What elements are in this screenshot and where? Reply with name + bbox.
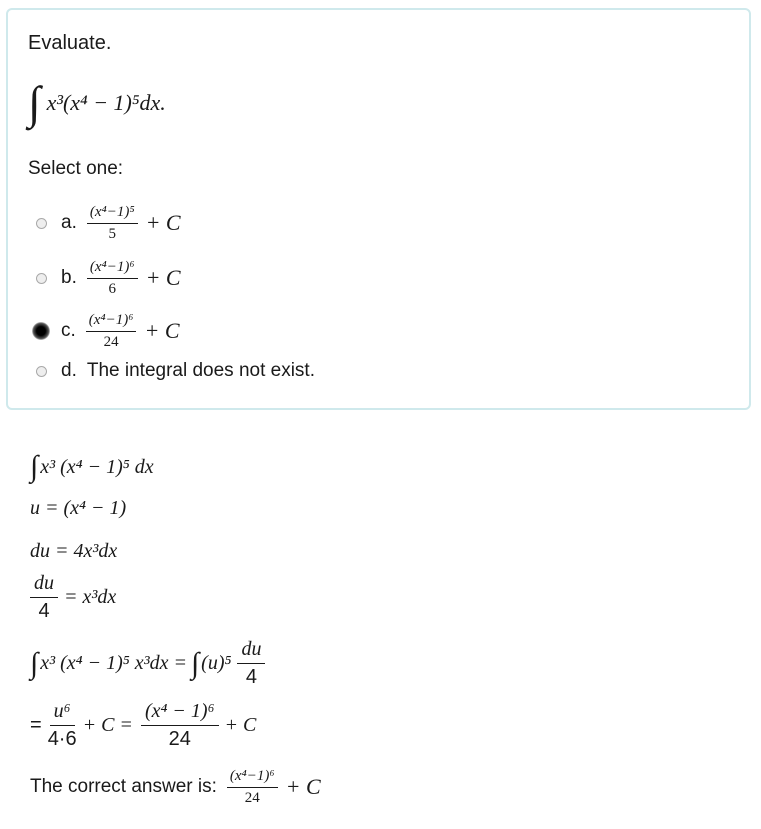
option-b-denominator: 6 [108, 280, 116, 297]
solution-line-6-mid: + C = [82, 714, 133, 736]
solution-line-3 [30, 540, 117, 563]
solution-line-3-text: du = 4x³dx [30, 540, 118, 562]
correct-answer-fraction [227, 768, 278, 806]
solution-line-5-denominator: 4 [245, 666, 257, 688]
solution-line-2 [30, 497, 126, 520]
option-b-numerator: (x⁴−1)⁶ [87, 259, 138, 279]
option-b-suffix: + C [145, 265, 181, 290]
solution-line-5-mid: (u)⁵ [201, 652, 232, 674]
option-d-text: The integral does not exist. [86, 360, 315, 381]
correct-answer-suffix: + C [285, 774, 321, 799]
radio-button-d[interactable] [36, 366, 47, 377]
radio-button-a[interactable] [36, 218, 47, 229]
solution-line-5-numerator: du [237, 638, 265, 664]
correct-answer-label: The correct answer is: [30, 776, 217, 797]
solution-line-6-fraction-1-numerator: u⁶ [50, 700, 75, 726]
radio-button-c[interactable] [32, 322, 50, 340]
solution-line-6 [30, 700, 256, 751]
solution-line-4-fraction [30, 572, 58, 623]
option-c[interactable] [36, 312, 180, 350]
solution-line-4-denominator: 4 [38, 600, 50, 622]
option-c-denominator: 24 [103, 333, 119, 350]
integral-sign-icon: ∫ [190, 646, 200, 680]
option-c-suffix: + C [144, 318, 180, 343]
option-c-fraction [86, 312, 137, 350]
correct-answer-numerator: (x⁴−1)⁶ [227, 768, 278, 788]
solution-line-6-fraction-1 [48, 700, 77, 751]
solution-line-1-text: x³ (x⁴ − 1)⁵ dx [40, 455, 154, 478]
solution-line-6-fraction-2 [141, 700, 219, 751]
solution-line-4-rest: = x³dx [64, 586, 117, 608]
correct-answer-denominator: 24 [244, 789, 260, 806]
question-integral [28, 68, 166, 138]
option-a-numerator: (x⁴−1)⁵ [87, 204, 138, 224]
solution-line-6-suffix: + C [224, 714, 257, 736]
solution-line-2-text: u = (x⁴ − 1) [30, 497, 127, 519]
option-letter-a: a. [61, 212, 77, 233]
solution-line-6-fraction-1-denominator: 4·6 [47, 728, 77, 750]
solution-line-1 [30, 450, 154, 484]
option-a[interactable] [36, 204, 181, 242]
question-prompt: Evaluate. [28, 32, 112, 54]
option-a-denominator: 5 [108, 225, 116, 242]
option-c-numerator: (x⁴−1)⁶ [86, 312, 137, 332]
solution-line-6-prefix: = [30, 714, 42, 736]
select-one-label: Select one: [28, 158, 124, 179]
solution-line-4 [30, 572, 116, 623]
integral-sign-icon: ∫ [30, 646, 39, 680]
question-card [6, 8, 751, 410]
solution-line-5-left: x³ (x⁴ − 1)⁵ x³dx = [40, 652, 187, 674]
integral-integrand: x³(x⁴ − 1)⁵dx. [46, 90, 166, 115]
solution-line-5 [30, 638, 271, 689]
solution-line-6-fraction-2-denominator: 24 [168, 728, 191, 750]
option-a-fraction [87, 204, 138, 242]
solution-line-6-fraction-2-numerator: (x⁴ − 1)⁶ [141, 700, 219, 726]
integral-sign-icon: ∫ [30, 450, 39, 483]
option-a-suffix: + C [145, 210, 181, 235]
solution-line-5-fraction [237, 638, 265, 689]
solution-line-4-numerator: du [30, 572, 58, 598]
option-letter-b: b. [61, 267, 77, 288]
correct-answer [30, 768, 321, 806]
option-b-fraction [87, 259, 138, 297]
option-letter-d: d. [61, 360, 77, 381]
radio-button-b[interactable] [36, 273, 47, 284]
option-d[interactable] [36, 360, 315, 382]
option-letter-c: c. [61, 320, 76, 341]
integral-sign-icon: ∫ [28, 77, 41, 128]
option-b[interactable] [36, 259, 181, 297]
